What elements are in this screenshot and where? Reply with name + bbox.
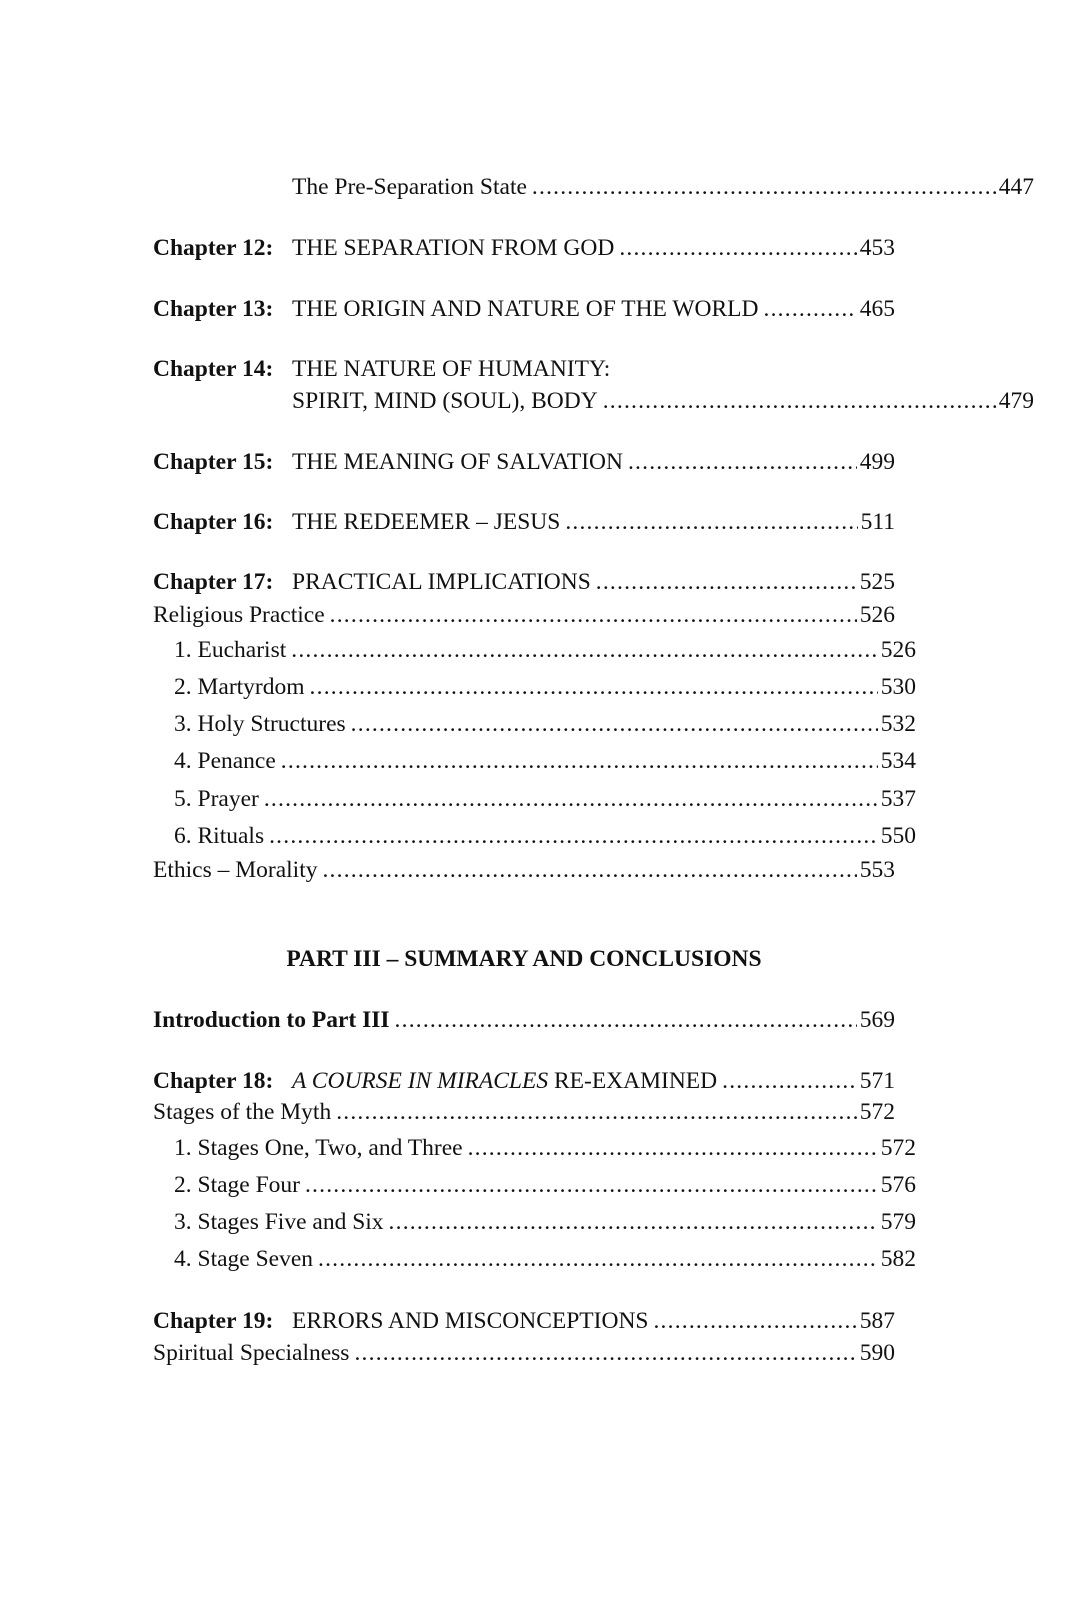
- page-number: 550: [880, 823, 916, 849]
- leader-dots: [322, 856, 856, 884]
- page-number: 572: [859, 1099, 895, 1125]
- toc-entry-spiritual-specialness: [153, 1339, 895, 1367]
- leader-dots: [351, 710, 878, 738]
- page-number: 530: [880, 674, 916, 700]
- subentry-title: 4. Stage Seven: [174, 1246, 314, 1272]
- leader-dots: [305, 1171, 878, 1199]
- leader-dots: [318, 1245, 878, 1273]
- toc-entry-introduction-part-3: [153, 1006, 895, 1034]
- subentry-title: 3. Holy Structures: [174, 711, 346, 737]
- page-number: 532: [880, 711, 916, 737]
- leader-dots: [330, 601, 857, 629]
- toc-entry-chapter-18: [153, 1067, 895, 1095]
- page-number: 511: [860, 509, 895, 535]
- leader-dots: [281, 747, 878, 775]
- leader-dots: [395, 1006, 857, 1034]
- chapter-title: THE ORIGIN AND NATURE OF THE WORLD: [292, 296, 759, 322]
- leader-dots: [603, 387, 996, 415]
- leader-dots: [264, 785, 878, 813]
- chapter-title: ERRORS AND MISCONCEPTIONS: [292, 1308, 649, 1334]
- subentry-title: 1. Eucharist: [174, 637, 287, 663]
- toc-entry-chapter-14: [153, 355, 895, 383]
- page-number: 569: [859, 1007, 895, 1033]
- chapter-title: THE SEPARATION FROM GOD: [292, 235, 615, 261]
- page-number: 525: [859, 569, 895, 595]
- subentry-title: 3. Stages Five and Six: [174, 1209, 384, 1235]
- leader-dots: [596, 568, 857, 596]
- page-number: 553: [859, 857, 895, 883]
- chapter-title-rest: RE-EXAMINED: [548, 1068, 718, 1094]
- book-title-italic: A COURSE IN MIRACLES: [292, 1068, 549, 1094]
- page-number: 499: [859, 449, 895, 475]
- chapter-label: Chapter 16:: [153, 509, 274, 535]
- page-number: 576: [880, 1172, 916, 1198]
- chapter-label: Chapter 18:: [153, 1068, 274, 1094]
- page-number: 537: [880, 786, 916, 812]
- chapter-title: THE MEANING OF SALVATION: [292, 449, 623, 475]
- chapter-title: THE REDEEMER – JESUS: [292, 509, 561, 535]
- page-number: 447: [998, 174, 1034, 200]
- page-number: 579: [880, 1209, 916, 1235]
- leader-dots: [565, 508, 857, 536]
- subentry-title: 4. Penance: [174, 748, 276, 774]
- leader-dots: [722, 1067, 857, 1095]
- toc-entry-religious-practice: [153, 601, 895, 629]
- chapter-label: Chapter 17:: [153, 569, 274, 595]
- toc-entry-stages-of-the-myth: [153, 1098, 895, 1126]
- section-title: Stages of the Myth: [153, 1099, 332, 1125]
- part-heading: PART III – SUMMARY AND CONCLUSIONS: [286, 946, 762, 972]
- toc-subentry: [153, 1134, 916, 1162]
- leader-dots: [269, 822, 878, 850]
- leader-dots: [291, 636, 878, 664]
- page-number: 534: [880, 748, 916, 774]
- subentry-title: 2. Martyrdom: [174, 674, 305, 700]
- toc-entry-chapter-19: [153, 1307, 895, 1335]
- chapter-label: Chapter 13:: [153, 296, 274, 322]
- chapter-title-line-1: THE NATURE OF HUMANITY:: [292, 356, 611, 382]
- chapter-title: [292, 1067, 717, 1095]
- page-number: 571: [859, 1068, 895, 1094]
- toc-entry-chapter-15: [153, 448, 895, 476]
- subentry-title: 2. Stage Four: [174, 1172, 300, 1198]
- toc-subentry: [153, 636, 916, 664]
- page-number: 479: [998, 388, 1034, 414]
- toc-subentry: [153, 785, 916, 813]
- leader-dots: [336, 1098, 857, 1126]
- toc-entry-ethics-morality: [153, 856, 895, 884]
- chapter-label: Chapter 14:: [153, 356, 274, 382]
- leader-dots: [628, 448, 857, 476]
- toc-subentry: [153, 1245, 916, 1273]
- toc-entry-chapter-16: [153, 508, 895, 536]
- subentry-title: 6. Rituals: [174, 823, 265, 849]
- chapter-title-line-2: SPIRIT, MIND (SOUL), BODY: [292, 388, 598, 414]
- section-title: Ethics – Morality: [153, 857, 318, 883]
- page-number: 582: [880, 1246, 916, 1272]
- toc-subentry: [153, 673, 916, 701]
- section-title: Spiritual Specialness: [153, 1340, 350, 1366]
- toc-subentry: [153, 822, 916, 850]
- toc-entry-pre-separation-state: [153, 173, 1034, 201]
- chapter-label: Chapter 12:: [153, 235, 274, 261]
- chapter-label: Chapter 15:: [153, 449, 274, 475]
- toc-entry-chapter-17: [153, 568, 895, 596]
- leader-dots: [389, 1208, 878, 1236]
- toc-entry-chapter-14-continued: [153, 387, 1034, 415]
- toc-subentry: [153, 710, 916, 738]
- leader-dots: [764, 295, 857, 323]
- toc-entry-chapter-12: [153, 234, 895, 262]
- leader-dots: [653, 1307, 856, 1335]
- toc-subentry: [153, 747, 916, 775]
- leader-dots: [532, 173, 996, 201]
- leader-dots: [468, 1134, 878, 1162]
- chapter-label: Chapter 19:: [153, 1308, 274, 1334]
- toc-entry-chapter-13: [153, 295, 895, 323]
- page-number: 587: [859, 1308, 895, 1334]
- toc-subentry: [153, 1208, 916, 1236]
- page-number: 453: [859, 235, 895, 261]
- section-title: Religious Practice: [153, 602, 325, 628]
- section-title: Introduction to Part III: [153, 1007, 390, 1033]
- subentry-title: 5. Prayer: [174, 786, 259, 812]
- entry-title: The Pre-Separation State: [292, 174, 527, 200]
- chapter-title: PRACTICAL IMPLICATIONS: [292, 569, 591, 595]
- leader-dots: [619, 234, 856, 262]
- page-number: 526: [859, 602, 895, 628]
- toc-subentry: [153, 1171, 916, 1199]
- page-number: 590: [859, 1340, 895, 1366]
- leader-dots: [310, 673, 878, 701]
- subentry-title: 1. Stages One, Two, and Three: [174, 1135, 463, 1161]
- page-number: 465: [859, 296, 895, 322]
- leader-dots: [354, 1339, 856, 1367]
- page-number: 526: [880, 637, 916, 663]
- page-number: 572: [880, 1135, 916, 1161]
